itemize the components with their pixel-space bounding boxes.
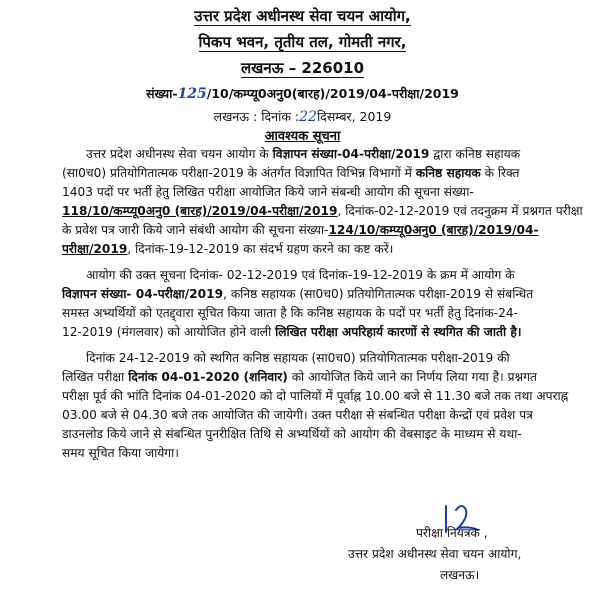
para3-line1: दिनांक 24-12-2019 को स्थगित कनिष्ठ सहायक (सा0च0) प्रतियोगितात्मक परीक्षा-2019 की [86,351,510,365]
notice-title: आवश्यक सूचना [264,129,341,144]
reference-number: संख्या-125/10/कम्प्यू0अनु0(बारह)/2019/04-परीक्षा/2019 [146,86,459,102]
para1-line6: परीक्षा/2019, दिनांक-19-12-2019 का संदर्भ ग्रहण करने का कष्ट करें। [62,242,394,256]
para3-line2: लिखित परीक्षा दिनांक 04-01-2020 (शनिवार) को आयोजित किये जाने का निर्णय लिया गया है। प्रश्नगत [62,370,537,384]
org-name: उत्तर प्रदेश अधीनस्थ सेवा चयन आयोग, [194,7,411,25]
para3-line6: समय सूचित किया जायेगा। [62,446,179,460]
para1-line5: के प्रवेश पत्र जारी किये जाने संबंधी आयोग की सूचना संख्या-124/10/कम्प्यू0अनु0 (बारह)/2019/04- [62,223,539,237]
para1-line4: 118/10/कम्प्यू0अनु0 (बारह)/2019/04-परीक्षा/2019, दिनांक-02-12-2019 एवं तदनुक्रम में प्रश्नगत परीक्षा [62,204,583,218]
para3-line3: परीक्षा पूर्व की भांति दिनांक 04-01-2020 को दो पालियों में पूर्वाह्न 10.00 बजे से 11.30 बजे तक तथा अपराह्न [62,389,569,403]
date-line: लखनऊ : दिनांक :22दिसम्बर, 2019 [213,109,392,125]
para1-line2: (सा0च0) प्रतियोगितात्मक परीक्षा-2019 के अंतर्गत विज्ञापित विभिन्न विभागों में कनिष्ठ सहायक के रिक्त [62,166,520,180]
address-line: पिकप भवन, तृतीय तल, गोमती नगर, [198,33,407,51]
para1-line3: 1403 पदों पर भर्ती हेतु लिखित परीक्षा आयोजित किये जाने संबन्धी आयोग की सूचना संख्या- [62,185,474,199]
signatory-city: लखनऊ। [440,568,480,582]
para1-line1: उत्तर प्रदेश अधीनस्थ सेवा चयन आयोग के विज्ञापन संख्या-04-परीक्षा/2019 द्वारा कनिष्ठ सहायक [86,147,521,161]
handwritten-ref-no: 125 [177,86,207,102]
handwritten-day: 22 [299,109,317,125]
para3-line5: डाउनलोड किये जाने से संबन्धित पुनरीक्षित तिथि से अभ्यर्थियों को आयोग की वेबसाइट के माध्यम से यथा- [62,427,522,441]
para3-line4: 03.00 बजे से 04.30 बजे तक आयोजित की जायेगी। उक्त परीक्षा से संबन्धित परीक्षा केन्द्रों एवं प्रवेश पत्र [62,408,533,422]
signatory-title: परीक्षा नियंत्रक , [416,526,488,540]
para2-line1: आयोग की उक्त सूचना दिनांक- 02-12-2019 एवं दिनांक-19-12-2019 के क्रम में आयोग के [86,268,515,282]
para2-line2: विज्ञापन संख्या- 04-परीक्षा/2019, कनिष्ठ सहायक (सा0च0) प्रतियोगितात्मक परीक्षा-2019 से संबन्धित [62,287,534,301]
para2-line4: 12-2019 (मंगलवार) को आयोजित होने वाली लिखित परीक्षा अपरिहार्य कारणों से स्थगित की जाती है। [62,325,522,339]
para2-line3: समस्त अभ्यर्थियों को एतद्द्वारा सूचित किया जाता है कि कनिष्ठ सहायक के पदों पर भर्ती हेतु दिनांक-24- [62,306,518,320]
signatory-org: उत्तर प्रदेश अधीनस्थ सेवा चयन आयोग, [348,547,522,561]
city-pin: लखनऊ – 226010 [240,59,365,77]
